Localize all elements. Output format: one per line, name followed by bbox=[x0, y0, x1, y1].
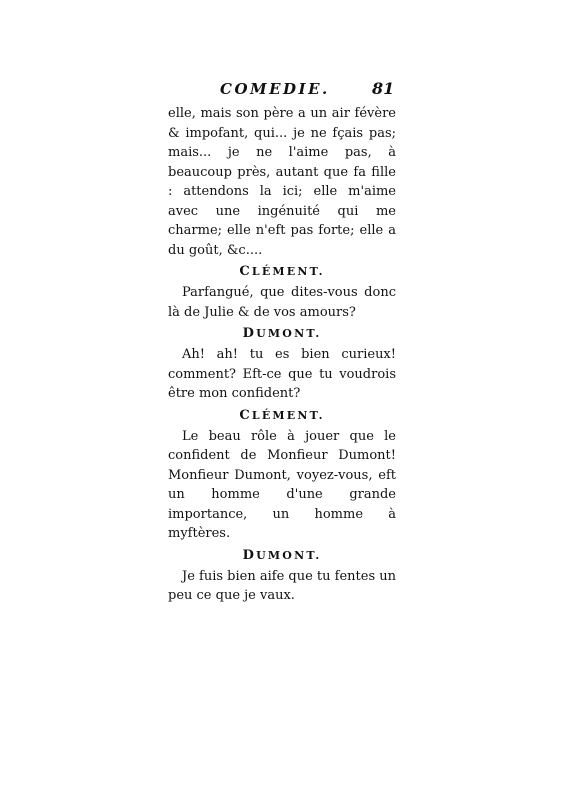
dialogue-paragraph: Le beau rôle à jouer que le confident de Monfieur Dumont! Monfieur Dumont, voyez-vous, eft un homme d'une grande importance, un homme à myftères. bbox=[168, 428, 396, 541]
running-title: COMEDIE. bbox=[220, 80, 330, 98]
dialogue-paragraph: Parfangué, que dites-vous donc là de Julie & de vos amours? bbox=[168, 285, 396, 320]
play-text bbox=[168, 104, 396, 606]
speaker-name: DUMONT. bbox=[242, 547, 322, 563]
running-head bbox=[220, 80, 400, 102]
dialogue-paragraph: elle, mais son père a un air févère & impofant, qui... je ne fçais pas; mais... je ne l'aime pas, à beaucoup près, autant que fa fille : attendons la ici; elle m'aime avec une ingénuité qui me charme; elle n'eft pas forte; elle a du goût, &c.... bbox=[168, 106, 396, 258]
dialogue-paragraph: Ah! ah! tu es bien curieux! comment? Eft-ce que tu voudrois être mon confident? bbox=[168, 347, 396, 401]
speaker-name: CLÉMENT. bbox=[239, 264, 325, 279]
speaker-name: CLÉMENT. bbox=[239, 407, 325, 423]
speaker-name: DUMONT. bbox=[242, 326, 322, 341]
dialogue-paragraph: Je fuis bien aife que tu fentes un peu ce que je vaux. bbox=[168, 568, 396, 603]
page-number: 81 bbox=[372, 79, 395, 98]
